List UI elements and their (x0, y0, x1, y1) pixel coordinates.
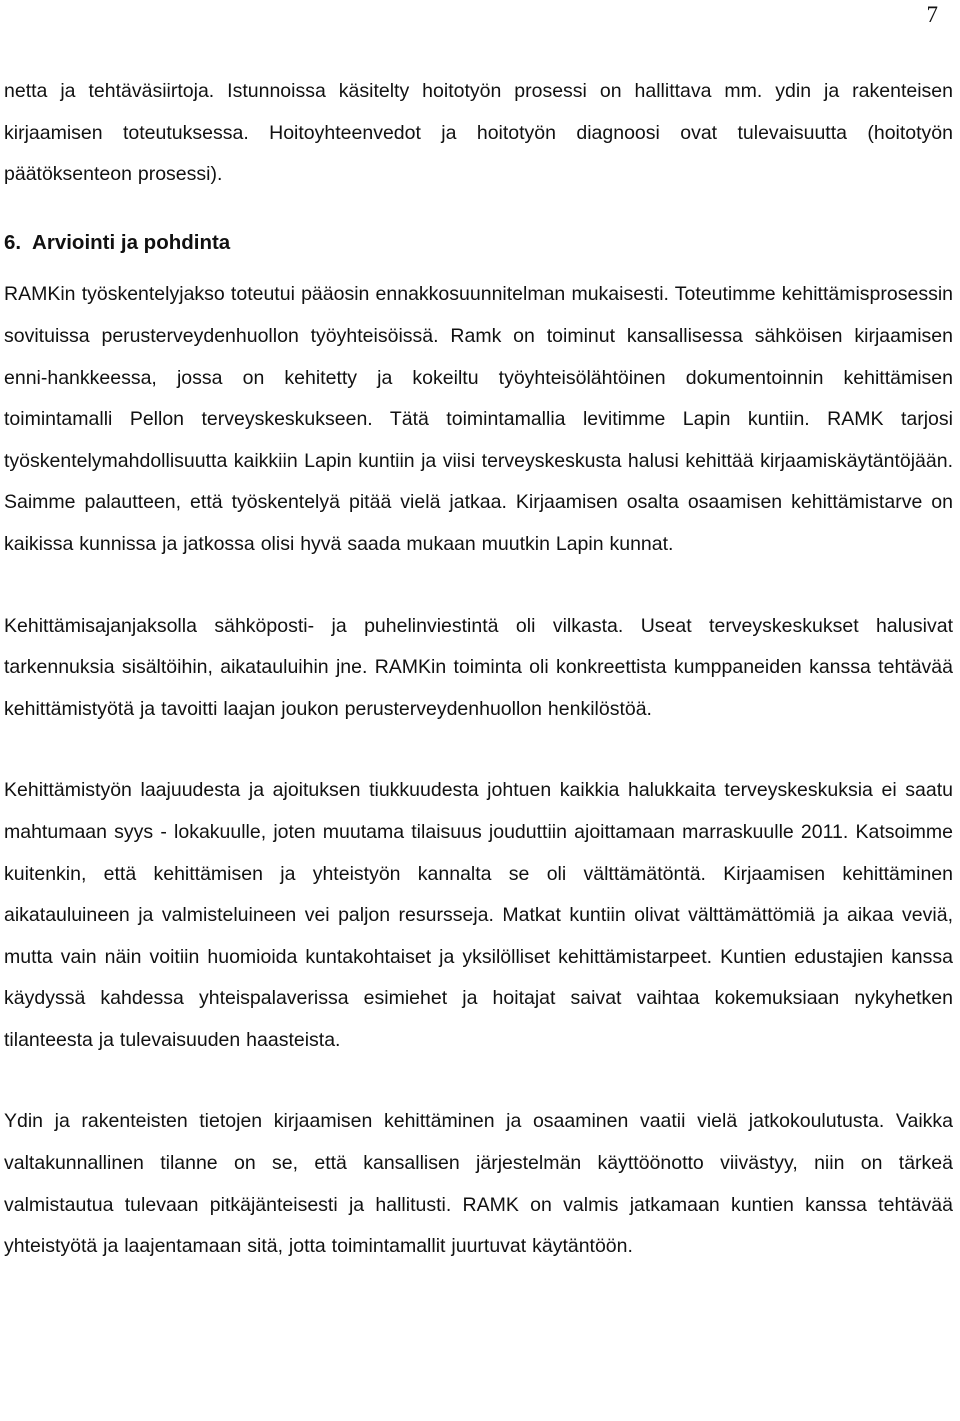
paragraph-gap (4, 730, 953, 770)
paragraph-4: Ydin ja rakenteisten tietojen kirjaamisen kehittäminen ja osaaminen vaatii vielä jatkokoulutusta. Vaikka valtakunnallinen tilanne on se, että kansallisen järjestelmän käyttöönotto viivästyy, niin on tärkeä valmistautua tulevaan pitkäjänteisesti ja hallitusti. RAMK on valmis jatkamaan kuntien kanssa tehtävää yhteistyötä ja laajentamaan sitä, jotta toimintamallit juurtuvat käytäntöön. (4, 1110, 953, 1258)
paragraph-gap (4, 1061, 953, 1101)
section-heading (4, 196, 953, 275)
paragraph-gap (4, 566, 953, 606)
paragraph-2: Kehittämisajanjaksolla sähköposti- ja puhelinviestintä oli vilkasta. Useat terveyskeskukset halusivat tarkennuksia sisältöihin, aikatauluihin jne. RAMKin toiminta oli konkreettista kumppaneiden kanssa tehtävää kehittämistyötä ja tavoitti laajan joukon perusterveydenhuollon henkilöstöä. (4, 614, 953, 720)
page-number: 7 (926, 2, 938, 27)
section-number: 6. (4, 230, 22, 254)
intro-paragraph: netta ja tehtäväsiirtoja. Istunnoissa käsitelty hoitotyön prosessi on hallittava mm. ydin ja rakenteisen kirjaamisen toteutuksessa. Hoitoyhteenvedot ja hoitotyön diagnoosi ovat tulevaisuutta (hoitotyön päätöksenteon prosessi). (4, 80, 953, 186)
section-title: Arviointi ja pohdinta (32, 230, 231, 254)
paragraph-3: Kehittämistyön laajuudesta ja ajoituksen tiukkuudesta johtuen kaikkia halukkaita terveyskeskuksia ei saatu mahtumaan syys - lokakuulle, joten muutama tilaisuus jouduttiin ajoittamaan marraskuulle 2011. Katsoimme kuitenkin, että kehittämisen ja yhteistyön kannalta se oli välttämätöntä. Kirjaamisen kehittäminen aikatauluineen ja valmisteluineen vei paljon resursseja. Matkat kuntiin olivat välttämättömiä ja aikaa veviä, mutta vain näin voitiin huomioida kuntakohtaiset ja yksilölliset kehittämistarpeet. Kuntien edustajien kanssa käydyssä kahdessa yhteispalaverissa esimiehet ja hoitajat saivat vaihtaa kokemuksiaan nykyhetken tilanteesta ja tulevaisuuden haasteista. (4, 779, 953, 1051)
document-body (4, 71, 953, 1268)
paragraph-1: RAMKin työskentelyjakso toteutui pääosin ennakkosuunnitelman mukaisesti. Toteutimme kehittämisprosessin sovituissa perusterveydenhuollon työyhteisöissä. Ramk on toiminut kansallisessa sähköisen kirjaamisen enni-hankkeessa, jossa on kehitetty ja kokeiltu työyhteisölähtöinen dokumentoinnin kehittämisen toimintamalli Pellon terveyskeskukseen. Tätä toimintamallia levitimme Lapin kuntiin. RAMK tarjosi työskentelymahdollisuutta kaikkiin Lapin kuntiin ja viisi terveyskeskusta halusi kehittää kirjaamiskäytäntöjään. Saimme palautteen, että työskentelyä pitää vielä jatkaa. Kirjaamisen osalta osaamisen kehittämistarve on kaikissa kunnissa ja jatkossa olisi hyvä saada mukaan muutkin Lapin kunnat. (4, 283, 953, 555)
